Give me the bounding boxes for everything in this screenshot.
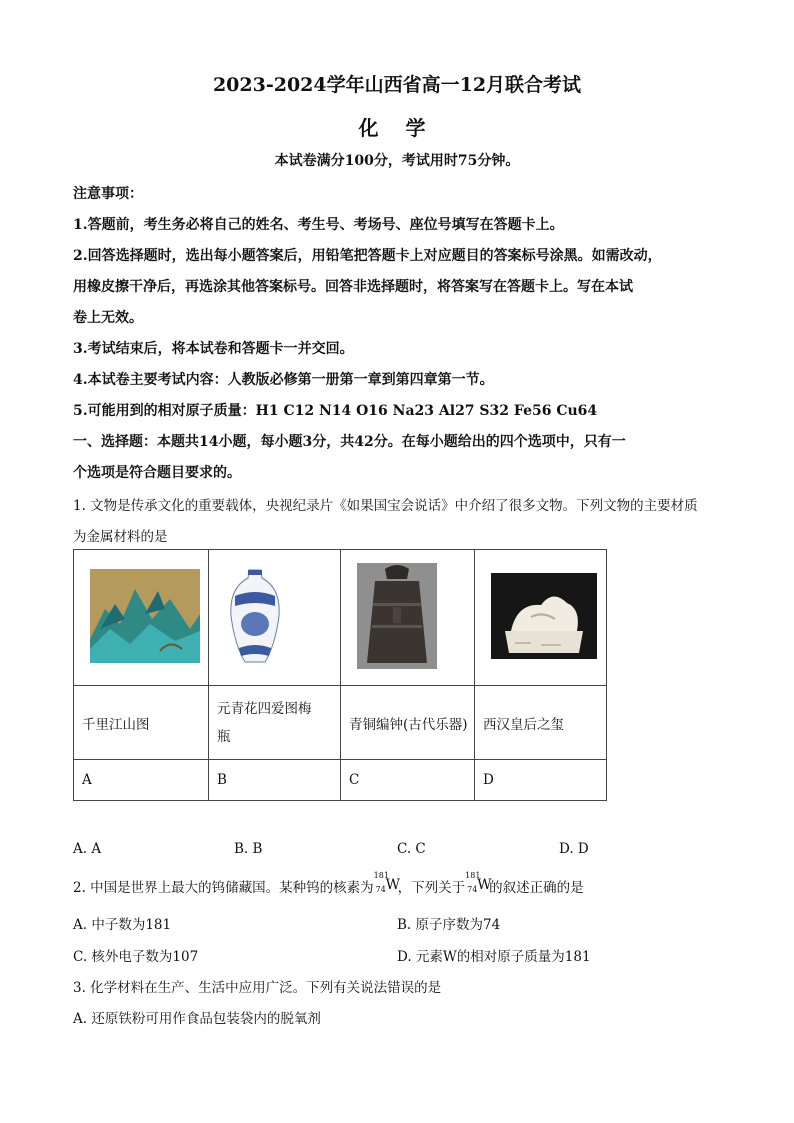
notice-item-2-line-2: 用橡皮擦干净后，再选涂其他答案标号。回答非选择题时，将答案写在答题卡上。写在本试 — [73, 279, 633, 295]
exam-subtitle: 本试卷满分100分，考试用时75分钟。 — [274, 153, 520, 169]
artifact-name-b — [209, 686, 341, 760]
artifact-image-cell-b — [209, 550, 341, 686]
q2-stem-part-3: 的叙述正确的是 — [489, 880, 584, 896]
notice-item-3: 3.考试结束后，将本试卷和答题卡一并交回。 — [73, 341, 354, 357]
nuclide-element: W — [477, 877, 492, 893]
section-1-line-2: 个选项是符合题目要求的。 — [73, 465, 241, 481]
artifact-letter-a: A — [74, 760, 209, 801]
q2-stem-part-2: ，下列关于 — [397, 880, 466, 896]
q2-stem — [73, 871, 723, 896]
artifact-name-a: 千里江山图 — [74, 686, 209, 760]
section-1-line-1: 一、选择题：本题共14小题，每小题3分，共42分。在每小题给出的四个选项中，只有一 — [73, 434, 626, 450]
artifact-letter-c: C — [341, 760, 475, 801]
q1-option-b: B. B — [234, 841, 263, 857]
notice-heading: 注意事项： — [73, 186, 143, 202]
q1-stem-line-2: 为金属材料的是 — [73, 529, 168, 545]
q1-stem-line-1: 1. 文物是传承文化的重要载体，央视纪录片《如果国宝会说话》中介绍了很多文物。下列文物的主要材质 — [73, 498, 698, 514]
nuclide-symbol-2 — [465, 871, 492, 895]
artifact-image-cell-c — [341, 550, 475, 686]
artifact-image-cell-a — [74, 550, 209, 686]
q2-option-d: D. 元素W的相对原子质量为181 — [397, 949, 591, 965]
artifact-image-row — [74, 550, 607, 686]
notice-item-2-line-3: 卷上无效。 — [73, 310, 143, 326]
notice-item-4: 4.本试卷主要考试内容：人教版必修第一册第一章到第四章第一节。 — [73, 372, 494, 388]
artifact-letter-d: D — [475, 760, 607, 801]
jade-seal-image — [491, 573, 597, 659]
artifact-name-d: 西汉皇后之玺 — [475, 686, 607, 760]
nuclide-atomic-number: 74 — [467, 885, 478, 894]
notice-item-2-line-1: 2.回答选择题时，选出每小题答案后，用铅笔把答题卡上对应题目的答案标号涂黑。如需改动， — [73, 248, 662, 264]
artifact-table — [73, 549, 607, 801]
q2-option-b: B. 原子序数为74 — [397, 917, 501, 933]
subject-title: 化 学 — [358, 116, 436, 140]
notice-item-1: 1.答题前，考生务必将自己的姓名、考生号、考场号、座位号填写在答题卡上。 — [73, 217, 564, 233]
exam-title: 2023-2024学年山西省高一12月联合考试 — [212, 74, 582, 96]
q2-option-a: A. 中子数为181 — [73, 917, 172, 933]
q3-stem: 3. 化学材料在生产、生活中应用广泛。下列有关说法错误的是 — [73, 980, 442, 996]
artifact-letter-row — [74, 760, 607, 801]
artifact-name-b-line-1: 元青花四爱图梅 — [217, 700, 312, 717]
blue-white-vase-image — [225, 566, 285, 666]
q2-stem-part-1: 2. 中国是世界上最大的钨储藏国。某种钨的核素为 — [73, 880, 374, 896]
nuclide-mass-number: 181 — [373, 871, 389, 880]
nuclide-symbol-1 — [373, 871, 401, 895]
nuclide-atomic-number: 74 — [375, 885, 386, 894]
q1-option-c: C. C — [397, 841, 426, 857]
nuclide-mass-number: 181 — [465, 871, 481, 880]
artifact-letter-b: B — [209, 760, 341, 801]
artifact-name-c: 青铜编钟(古代乐器) — [341, 686, 475, 760]
q2-option-c: C. 核外电子数为107 — [73, 949, 199, 965]
bronze-bell-image — [357, 563, 437, 669]
artifact-name-b-line-2: 瓶 — [217, 728, 231, 745]
q1-option-a: A. A — [73, 841, 102, 857]
artifact-name-row — [74, 686, 607, 760]
nuclide-element: W — [385, 877, 401, 893]
q1-option-d: D. D — [559, 841, 589, 857]
q3-option-a: A. 还原铁粉可用作食品包装袋内的脱氧剂 — [73, 1011, 321, 1027]
notice-item-5: 5.可能用到的相对原子质量：H1 C12 N14 O16 Na23 Al27 S32 Fe56 Cu64 — [73, 403, 598, 419]
artifact-image-cell-d — [475, 550, 607, 686]
landscape-painting-image — [90, 569, 200, 663]
